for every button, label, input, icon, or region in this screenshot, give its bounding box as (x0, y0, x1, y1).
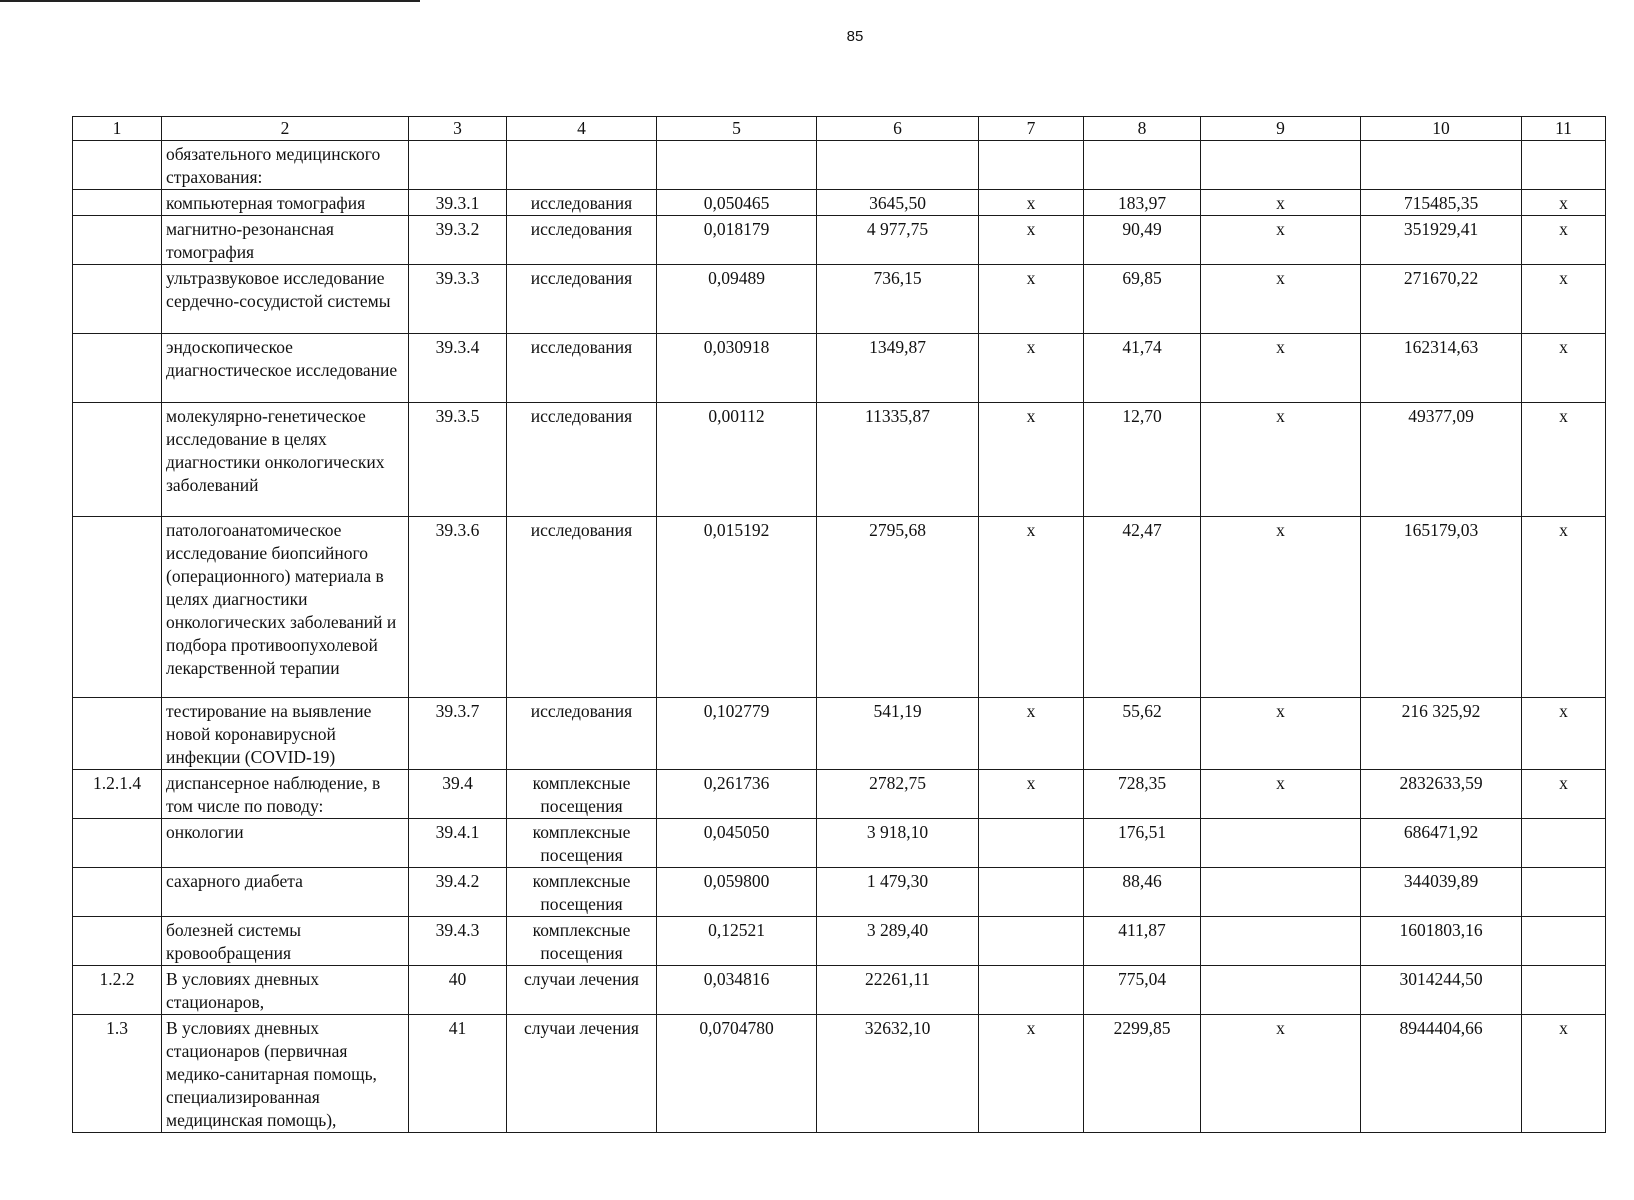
cell-c8: 88,46 (1084, 868, 1201, 917)
cell-c10: 715485,35 (1361, 190, 1522, 216)
cell-c6: 1349,87 (817, 334, 979, 403)
cell-c10: 1601803,16 (1361, 917, 1522, 966)
cell-c5: 0,00112 (657, 403, 817, 517)
cell-c3 (409, 141, 507, 190)
table-row (73, 265, 1606, 334)
cell-c9: х (1201, 517, 1361, 698)
cell-c9: х (1201, 190, 1361, 216)
data-table (72, 116, 1606, 1133)
cell-c7 (979, 868, 1084, 917)
cell-c1 (73, 190, 162, 216)
cell-c4: исследования (507, 216, 657, 265)
cell-c6: 1 479,30 (817, 868, 979, 917)
cell-c6: 3645,50 (817, 190, 979, 216)
cell-c7: х (979, 770, 1084, 819)
cell-c5: 0,102779 (657, 698, 817, 770)
table-row (73, 966, 1606, 1015)
cell-c7: х (979, 698, 1084, 770)
cell-c1 (73, 917, 162, 966)
cell-c4: исследования (507, 698, 657, 770)
column-header-5: 5 (657, 117, 817, 141)
cell-c4: комплексные посещения (507, 819, 657, 868)
column-header-3: 3 (409, 117, 507, 141)
cell-c1: 1.3 (73, 1015, 162, 1133)
cell-c4: комплексные посещения (507, 917, 657, 966)
cell-c11: х (1522, 770, 1606, 819)
cell-c11: х (1522, 265, 1606, 334)
cell-c2: онкологии (162, 819, 409, 868)
cell-c2: сахарного диабета (162, 868, 409, 917)
cell-c6 (817, 141, 979, 190)
column-header-8: 8 (1084, 117, 1201, 141)
top-edge-rule (0, 0, 420, 2)
cell-c4: случаи лечения (507, 966, 657, 1015)
cell-c7 (979, 966, 1084, 1015)
cell-c8 (1084, 141, 1201, 190)
cell-c11 (1522, 868, 1606, 917)
cell-c5: 0,261736 (657, 770, 817, 819)
cell-c11: х (1522, 517, 1606, 698)
cell-c3: 39.4 (409, 770, 507, 819)
cell-c2: эндоскопическое диагностическое исследование (162, 334, 409, 403)
cell-c1 (73, 819, 162, 868)
cell-c8: 183,97 (1084, 190, 1201, 216)
cell-c6: 2795,68 (817, 517, 979, 698)
cell-c6: 11335,87 (817, 403, 979, 517)
table-row (73, 517, 1606, 698)
cell-c9: х (1201, 265, 1361, 334)
cell-c10 (1361, 141, 1522, 190)
cell-c1 (73, 517, 162, 698)
cell-c9: х (1201, 334, 1361, 403)
column-header-4: 4 (507, 117, 657, 141)
table-row (73, 141, 1606, 190)
cell-c3: 39.3.2 (409, 216, 507, 265)
cell-c7: х (979, 190, 1084, 216)
table-row (73, 770, 1606, 819)
cell-c8: 69,85 (1084, 265, 1201, 334)
cell-c9: х (1201, 698, 1361, 770)
cell-c1 (73, 334, 162, 403)
cell-c6: 2782,75 (817, 770, 979, 819)
cell-c2: патологоанатомическое исследование биопсийного (операционного) материала в целях диагностики онкологических заболеваний и подбора противоопухолевой лекарственной терапии (162, 517, 409, 698)
table-row (73, 403, 1606, 517)
cell-c2: тестирование на выявление новой коронавирусной инфекции (COVID-19) (162, 698, 409, 770)
cell-c4: исследования (507, 190, 657, 216)
column-header-7: 7 (979, 117, 1084, 141)
column-header-11: 11 (1522, 117, 1606, 141)
cell-c11: х (1522, 190, 1606, 216)
cell-c5 (657, 141, 817, 190)
cell-c6: 32632,10 (817, 1015, 979, 1133)
column-header-6: 6 (817, 117, 979, 141)
cell-c6: 736,15 (817, 265, 979, 334)
cell-c5: 0,015192 (657, 517, 817, 698)
cell-c11: х (1522, 403, 1606, 517)
cell-c4 (507, 141, 657, 190)
cell-c8: 55,62 (1084, 698, 1201, 770)
cell-c11 (1522, 917, 1606, 966)
cell-c2: ультразвуковое исследование сердечно-сосудистой системы (162, 265, 409, 334)
cell-c5: 0,045050 (657, 819, 817, 868)
cell-c7: х (979, 216, 1084, 265)
cell-c9 (1201, 868, 1361, 917)
cell-c2: болезней системы кровообращения (162, 917, 409, 966)
cell-c5: 0,050465 (657, 190, 817, 216)
cell-c3: 40 (409, 966, 507, 1015)
cell-c4: исследования (507, 334, 657, 403)
cell-c3: 39.3.1 (409, 190, 507, 216)
cell-c7: х (979, 1015, 1084, 1133)
cell-c5: 0,018179 (657, 216, 817, 265)
cell-c6: 22261,11 (817, 966, 979, 1015)
cell-c11: х (1522, 1015, 1606, 1133)
table-row (73, 868, 1606, 917)
cell-c5: 0,12521 (657, 917, 817, 966)
cell-c1: 1.2.1.4 (73, 770, 162, 819)
cell-c9: х (1201, 770, 1361, 819)
cell-c2: молекулярно-генетическое исследование в целях диагностики онкологических заболеваний (162, 403, 409, 517)
cell-c5: 0,0704780 (657, 1015, 817, 1133)
cell-c10: 3014244,50 (1361, 966, 1522, 1015)
cell-c8: 176,51 (1084, 819, 1201, 868)
cell-c8: 775,04 (1084, 966, 1201, 1015)
column-header-1: 1 (73, 117, 162, 141)
cell-c10: 271670,22 (1361, 265, 1522, 334)
cell-c3: 39.4.1 (409, 819, 507, 868)
column-header-2: 2 (162, 117, 409, 141)
table-row (73, 1015, 1606, 1133)
cell-c3: 39.4.2 (409, 868, 507, 917)
cell-c10: 162314,63 (1361, 334, 1522, 403)
cell-c3: 39.3.4 (409, 334, 507, 403)
cell-c2: В условиях дневных стационаров (первичная медико-санитарная помощь, специализированная медицинская помощь), (162, 1015, 409, 1133)
cell-c8: 728,35 (1084, 770, 1201, 819)
cell-c5: 0,034816 (657, 966, 817, 1015)
cell-c5: 0,059800 (657, 868, 817, 917)
cell-c8: 41,74 (1084, 334, 1201, 403)
cell-c1 (73, 265, 162, 334)
cell-c11: х (1522, 216, 1606, 265)
cell-c9: х (1201, 216, 1361, 265)
cell-c1 (73, 868, 162, 917)
cell-c4: исследования (507, 265, 657, 334)
cell-c8: 2299,85 (1084, 1015, 1201, 1133)
cell-c11: х (1522, 698, 1606, 770)
cell-c5: 0,09489 (657, 265, 817, 334)
cell-c4: комплексные посещения (507, 770, 657, 819)
cell-c2: диспансерное наблюдение, в том числе по поводу: (162, 770, 409, 819)
cell-c6: 4 977,75 (817, 216, 979, 265)
cell-c9: х (1201, 1015, 1361, 1133)
cell-c9 (1201, 966, 1361, 1015)
cell-c1 (73, 698, 162, 770)
cell-c7 (979, 141, 1084, 190)
cell-c1 (73, 403, 162, 517)
cell-c7: х (979, 403, 1084, 517)
table-row (73, 334, 1606, 403)
cell-c8: 42,47 (1084, 517, 1201, 698)
cell-c7 (979, 819, 1084, 868)
page-number: 85 (846, 28, 864, 45)
cell-c10: 686471,92 (1361, 819, 1522, 868)
column-header-9: 9 (1201, 117, 1361, 141)
cell-c10: 8944404,66 (1361, 1015, 1522, 1133)
cell-c7: х (979, 265, 1084, 334)
cell-c10: 165179,03 (1361, 517, 1522, 698)
cell-c3: 39.4.3 (409, 917, 507, 966)
cell-c10: 49377,09 (1361, 403, 1522, 517)
cell-c4: исследования (507, 517, 657, 698)
cell-c10: 351929,41 (1361, 216, 1522, 265)
cell-c3: 41 (409, 1015, 507, 1133)
cell-c1 (73, 216, 162, 265)
cell-c3: 39.3.5 (409, 403, 507, 517)
cell-c6: 3 918,10 (817, 819, 979, 868)
cell-c9 (1201, 141, 1361, 190)
cell-c9: х (1201, 403, 1361, 517)
cell-c2: компьютерная томография (162, 190, 409, 216)
cell-c7 (979, 917, 1084, 966)
table-row (73, 190, 1606, 216)
cell-c8: 90,49 (1084, 216, 1201, 265)
cell-c10: 216 325,92 (1361, 698, 1522, 770)
cell-c7: х (979, 517, 1084, 698)
cell-c4: исследования (507, 403, 657, 517)
table-row (73, 698, 1606, 770)
cell-c11 (1522, 819, 1606, 868)
table-row (73, 917, 1606, 966)
cell-c7: х (979, 334, 1084, 403)
cell-c9 (1201, 917, 1361, 966)
cell-c6: 541,19 (817, 698, 979, 770)
column-number-row (73, 117, 1606, 141)
cell-c3: 39.3.6 (409, 517, 507, 698)
cell-c6: 3 289,40 (817, 917, 979, 966)
cell-c5: 0,030918 (657, 334, 817, 403)
cell-c1 (73, 141, 162, 190)
cell-c3: 39.3.3 (409, 265, 507, 334)
cell-c11 (1522, 141, 1606, 190)
table-row (73, 216, 1606, 265)
cell-c9 (1201, 819, 1361, 868)
cell-c8: 411,87 (1084, 917, 1201, 966)
cell-c3: 39.3.7 (409, 698, 507, 770)
cell-c4: комплексные посещения (507, 868, 657, 917)
cell-c1: 1.2.2 (73, 966, 162, 1015)
cell-c11 (1522, 966, 1606, 1015)
cell-c11: х (1522, 334, 1606, 403)
cell-c8: 12,70 (1084, 403, 1201, 517)
cell-c4: случаи лечения (507, 1015, 657, 1133)
column-header-10: 10 (1361, 117, 1522, 141)
cell-c10: 2832633,59 (1361, 770, 1522, 819)
table-row (73, 819, 1606, 868)
cell-c10: 344039,89 (1361, 868, 1522, 917)
cell-c2: обязательного медицинского страхования: (162, 141, 409, 190)
table-body (73, 141, 1606, 1133)
cell-c2: магнитно-резонансная томография (162, 216, 409, 265)
cell-c2: В условиях дневных стационаров, (162, 966, 409, 1015)
